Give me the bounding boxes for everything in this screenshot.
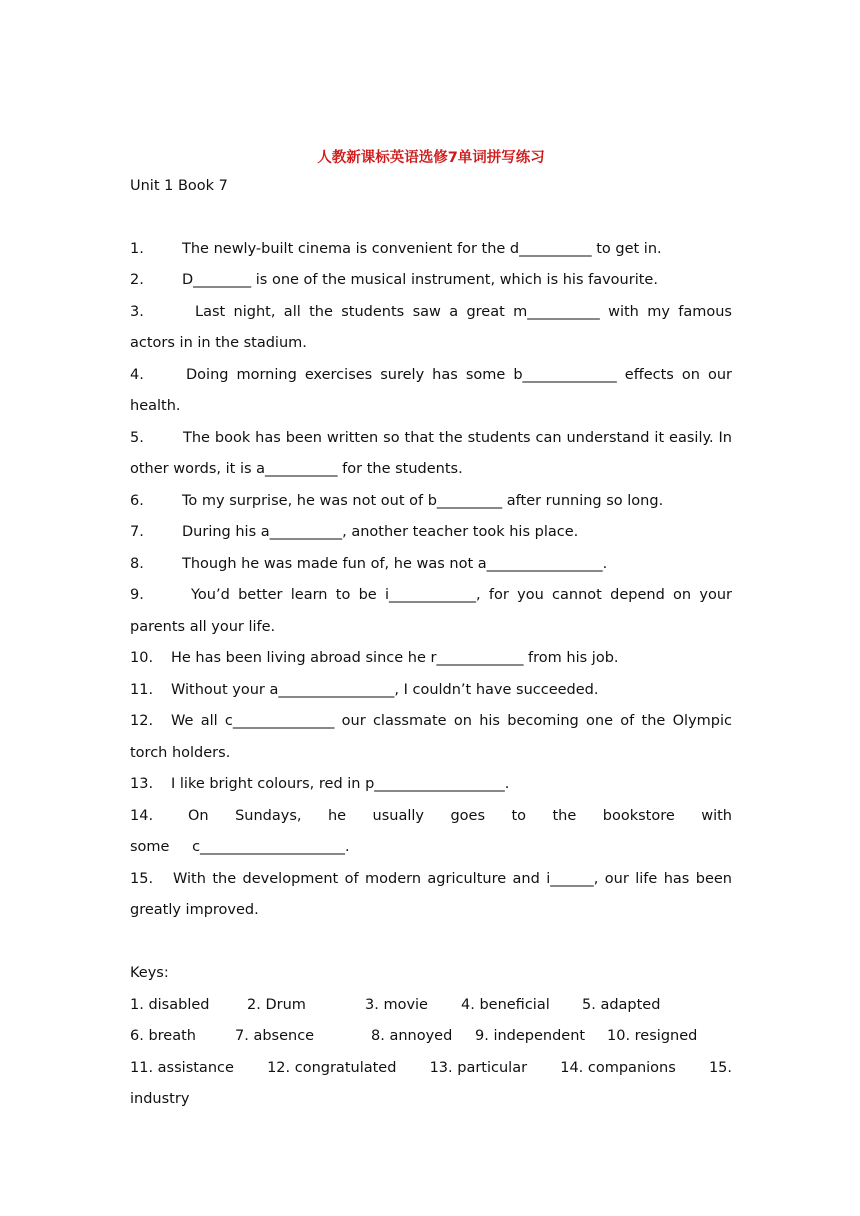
question-item [130,486,732,518]
key-item: 7. absence [235,1028,315,1044]
question-item [130,643,732,675]
question-number: 4. [130,366,144,383]
question-text: To my surprise, he was not out of b_________ after running so long. [182,492,664,509]
question-item [130,706,732,769]
question-item [130,297,732,360]
question-number: 15. [130,870,154,887]
question-text: With the development of modern agriculture and i______, our life has been greatly improved. [130,870,732,918]
question-text: On Sundays, he usually goes to the bookstore with some c____________________. [130,807,732,855]
unit-subtitle: Unit 1 Book 7 [130,178,228,194]
question-number: 9. [130,587,144,603]
question-number: 2. [130,272,144,288]
question-item [130,360,732,423]
question-number: 10. [130,650,154,666]
question-number: 7. [130,524,144,540]
question-item [130,864,732,927]
question-text: The newly-built cinema is convenient for the d__________ to get in. [182,240,662,257]
question-text: Though he was made fun of, he was not a________________. [182,555,608,572]
keys-row [130,1053,732,1085]
question-number: 14. [130,807,154,824]
question-number: 13. [130,776,154,792]
key-item: 14. companions [560,1059,676,1076]
question-item [130,801,732,864]
question-item [130,769,732,801]
key-item: 5. adapted [582,996,661,1013]
keys-row [130,990,732,1022]
question-item [130,517,732,549]
keys-label: Keys: [130,965,169,981]
question-number: 1. [130,240,144,257]
key-item: 9. independent [475,1028,586,1044]
answer-keys [130,958,732,1116]
question-text: Doing morning exercises surely has some b_____________ effects on our health. [130,366,732,414]
keys-row [130,1021,732,1053]
key-item: 8. annoyed [371,1028,453,1044]
question-text: I like bright colours, red in p__________________. [171,776,510,792]
question-list [130,234,732,927]
page-title: 人教新课标英语选修7单词拼写练习 [317,150,545,166]
key-item: 4. beneficial [461,996,550,1013]
key-item: 10. resigned [607,1028,698,1044]
question-text: You’d better learn to be i____________, for you cannot depend on your parents all your life. [130,587,732,635]
key-item: 11. assistance [130,1059,234,1076]
question-number: 8. [130,555,144,572]
key-item: 6. breath [130,1028,196,1044]
question-item [130,265,732,297]
document-page [130,145,732,1116]
key-item: 1. disabled [130,996,210,1013]
question-number: 6. [130,492,144,509]
question-item [130,580,732,643]
question-number: 11. [130,681,154,698]
question-number: 12. [130,713,154,729]
key-item: 13. particular [429,1059,528,1076]
question-item [130,234,732,266]
key-item: 15. [708,1059,732,1076]
question-number: 3. [130,303,144,320]
question-text: Without your a________________, I couldn’t have succeeded. [171,681,599,698]
key-item: 12. congratulated [267,1059,397,1076]
question-text: Last night, all the students saw a great m__________ with my famous actors in in the stadium. [130,303,732,351]
question-text: We all c______________ our classmate on his becoming one of the Olympic torch holders. [130,713,732,761]
question-text: During his a__________, another teacher took his place. [182,524,579,540]
question-item [130,423,732,486]
question-number: 5. [130,429,144,446]
key-item: 2. Drum [247,996,306,1013]
question-text: D________ is one of the musical instrument, which is his favourite. [182,272,658,288]
question-text: The book has been written so that the students can understand it easily. In other words, it is a__________ for the students. [130,429,732,477]
question-item [130,675,732,707]
question-item [130,549,732,581]
keys-row-continuation: industry [130,1091,190,1107]
key-item: 3. movie [365,996,428,1013]
question-text: He has been living abroad since he r____________ from his job. [171,650,619,666]
